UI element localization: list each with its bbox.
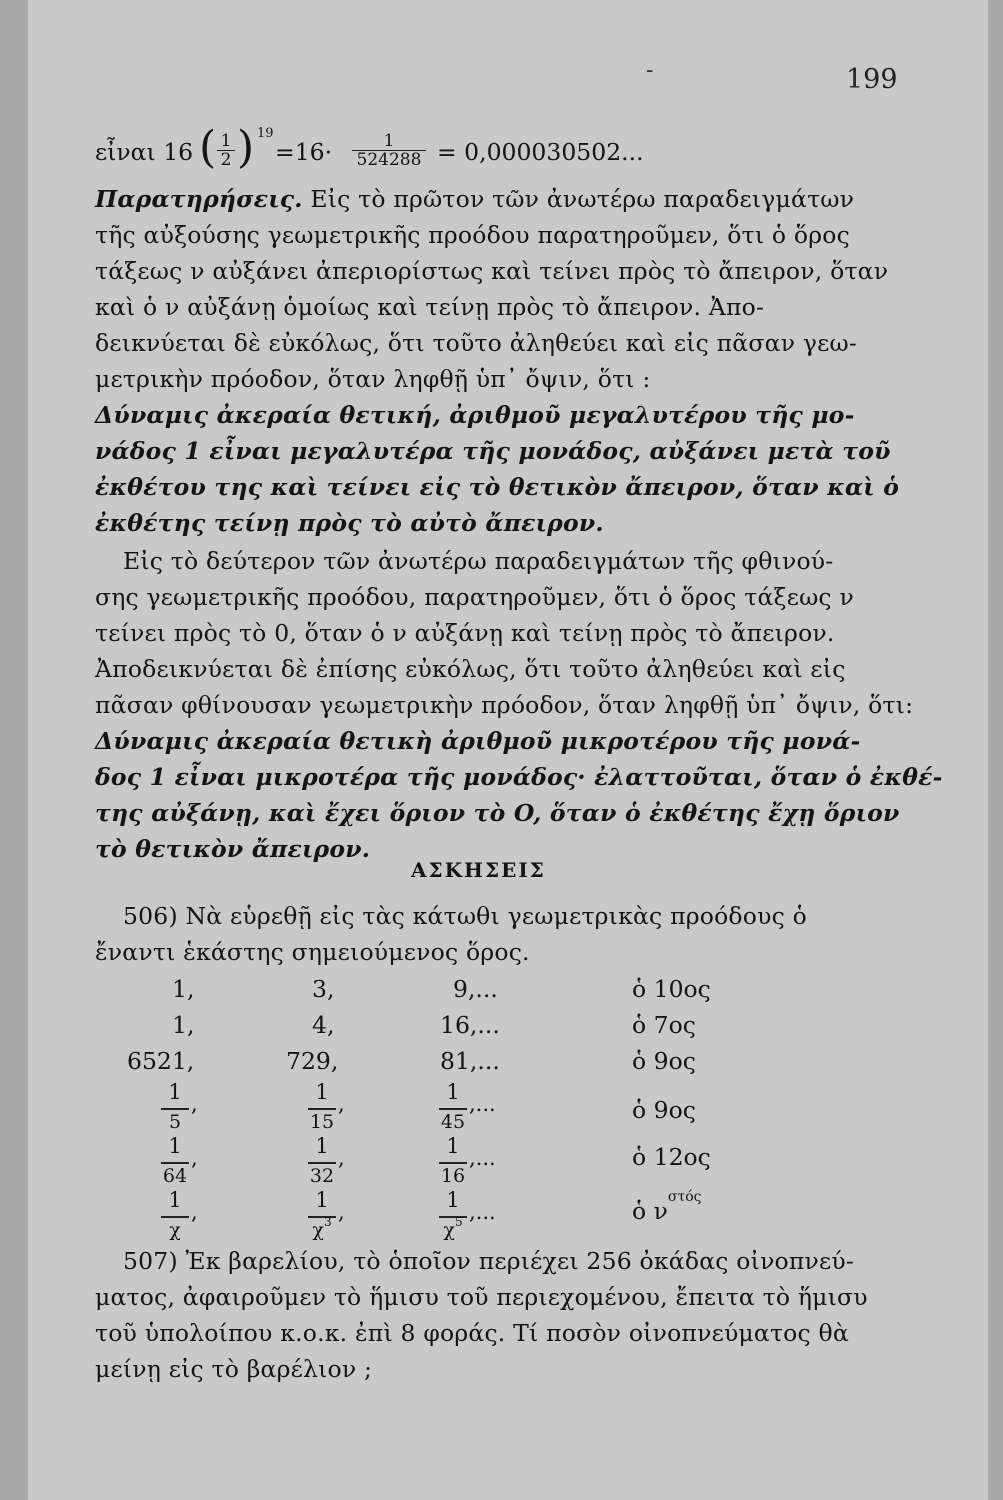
theorem2-line-1: Δύναμις ἀκεραία θετικὴ ἀριθμοῦ μικροτέρου τῆς μονά-: [95, 727, 861, 755]
ex506-line-2: ἔναντι ἑκάστης σημειούμενος ὅρος.: [95, 938, 530, 966]
table-row4-frac2: 1 15 ,: [309, 1080, 345, 1133]
table-row2-c2: 4,: [312, 1011, 335, 1039]
para2-line-4: Ἀποδεικνύεται δὲ ἐπίσης εὐκόλως, ὅτι τοῦτο ἀληθεύει καὶ εἰς: [95, 655, 846, 683]
page-number: 199: [846, 64, 898, 95]
theorem2-line-2: δος 1 εἶναι μικροτέρα τῆς μονάδος· ἐλαττοῦται, ὅταν ὁ ἐκθέ-: [95, 763, 943, 791]
table-row4-frac3: 1 45 ,...: [440, 1080, 496, 1133]
table-row2-c1: 1,: [172, 1011, 195, 1039]
theorem1-line-3: ἐκθέτου της καὶ τείνει εἰς τὸ θετικὸν ἄπειρον, ὅταν καὶ ὁ: [95, 473, 900, 501]
table-row6-label: ὁ $\nu^{\sigma\tau ό\varsigma}$: [632, 1189, 702, 1225]
para2-line-1: Εἰς τὸ δεύτερον τῶν ἀνωτέρω παραδειγμάτων τῆς φθινού-: [123, 547, 834, 575]
para2-line-5: πᾶσαν φθίνουσαν γεωμετρικὴν πρόοδον, ὅταν ληφθῇ ὑπ᾽ ὄψιν, ὅτι:: [95, 691, 914, 719]
ex507-line-2: ματος, ἀφαιροῦμεν τὸ ἥμισυ τοῦ περιεχομένου, ἔπειτα τὸ ἥμισυ: [95, 1283, 868, 1311]
table-row3-c2: 729,: [286, 1047, 339, 1075]
left-paren: (: [199, 122, 217, 173]
right-paren: ): [237, 122, 255, 173]
ex507-line-1: 507) Ἐκ βαρελίου, τὸ ὁποῖον περιέχει 256 ὀκάδας οἰνοπνεύ-: [123, 1247, 855, 1275]
theorem1-line-2: νάδος 1 εἶναι μεγαλυτέρα τῆς μονάδος, αὐξάνει μετὰ τοῦ: [95, 437, 891, 465]
remarks-line-1: Παρατηρήσεις. Εἰς τὸ πρῶτον τῶν ἀνωτέρω παραδειγμάτων: [95, 185, 855, 213]
para2-line-3: τείνει πρὸς τὸ 0, ὅταν ὁ ν αὐξάνῃ καὶ τείνῃ πρὸς τὸ ἄπειρον.: [95, 619, 835, 647]
table-row6-frac2: 1 $\chi^3$ ,: [308, 1188, 338, 1248]
ex506-line-1: 506) Νὰ εὑρεθῇ εἰς τὰς κάτωθι γεωμετρικὰς προόδους ὁ: [123, 902, 807, 930]
remarks-line-6: μετρικὴν πρόοδον, ὅταν ληφθῇ ὑπ᾽ ὄψιν, ὅτι :: [95, 365, 651, 393]
table-row6-frac3: 1 $\chi^5$ ,...: [439, 1188, 469, 1248]
table-row4-frac1: 1 5 ,: [161, 1080, 191, 1140]
exercises-heading: ΑΣΚΗΣΕΙΣ: [411, 858, 546, 882]
table-row6-frac1: 1 χ ,: [161, 1188, 191, 1248]
table-row5-frac3: 1 16 ,...: [440, 1134, 496, 1187]
theorem1-line-1: Δύναμις ἀκεραία θετική, ἀριθμοῦ μεγαλυτέρου τῆς μο-: [95, 401, 855, 429]
table-row1-label: ὁ 10ος: [632, 975, 711, 1003]
table-row4-label: ὁ 9ος: [632, 1096, 696, 1124]
formula-result: = 0,000030502...: [437, 138, 644, 166]
formula-exponent: 19: [257, 126, 274, 141]
ex507-line-3: τοῦ ὑπολοίπου κ.ο.κ. ἐπὶ 8 φοράς. Τί ποσὸν οἰνοπνεύματος θὰ: [95, 1319, 849, 1347]
table-row5-label: ὁ 12ος: [632, 1143, 711, 1171]
book-page: [28, 0, 988, 1500]
table-row1-c2: 3,: [312, 975, 335, 1003]
table-row3-label: ὁ 9ος: [632, 1047, 696, 1075]
formula-equals: =16·: [275, 138, 333, 166]
remarks-line-4: καὶ ὁ ν αὐξάνῃ ὁμοίως καὶ τείνῃ πρὸς τὸ ἄπειρον. Ἀπο-: [95, 293, 765, 321]
table-row5-frac1: 1 64 ,: [162, 1134, 198, 1187]
ex507-line-4: μείνῃ εἰς τὸ βαρέλιον ;: [95, 1355, 373, 1383]
formula-line: [95, 120, 795, 180]
theorem1-line-4: ἐκθέτης τείνῃ πρὸς τὸ αὐτὸ ἄπειρον.: [95, 509, 604, 537]
table-row1-c1: 1,: [172, 975, 195, 1003]
table-row1-c3: 9,...: [453, 975, 498, 1003]
para2-line-2: σης γεωμετρικῆς προόδου, παρατηροῦμεν, ὅτι ὁ ὅρος τάξεως ν: [95, 583, 854, 611]
table-row2-label: ὁ 7ος: [632, 1011, 696, 1039]
theorem2-line-4: τὸ θετικὸν ἄπειρον.: [95, 835, 371, 863]
table-row5-frac2: 1 32 ,: [309, 1134, 345, 1187]
table-row2-c3: 16,...: [440, 1011, 500, 1039]
remarks-line-2: τῆς αὐξούσης γεωμετρικῆς προόδου παρατηροῦμεν, ὅτι ὁ ὅρος: [95, 221, 850, 249]
remarks-line-5: δεικνύεται δὲ εὐκόλως, ὅτι τοῦτο ἀληθεύει καὶ εἰς πᾶσαν γεω-: [95, 329, 857, 357]
table-row3-c3: 81,...: [440, 1047, 500, 1075]
theorem2-line-3: της αὐξάνῃ, καὶ ἔχει ὅριον τὸ O, ὅταν ὁ ἐκθέτης ἔχῃ ὅριον: [95, 799, 900, 827]
header-dash: -: [646, 58, 654, 83]
remarks-line-3: τάξεως ν αὐξάνει ἀπεριορίστως καὶ τείνει πρὸς τὸ ἄπειρον, ὅταν: [95, 257, 889, 285]
formula-fraction: 1 524288: [352, 132, 426, 169]
formula-start: εἶναι 16: [95, 138, 194, 166]
table-row3-c1: 6521,: [127, 1047, 195, 1075]
formula-fraction-half: 1 2: [217, 132, 235, 169]
remarks-label: Παρατηρήσεις.: [95, 185, 303, 213]
